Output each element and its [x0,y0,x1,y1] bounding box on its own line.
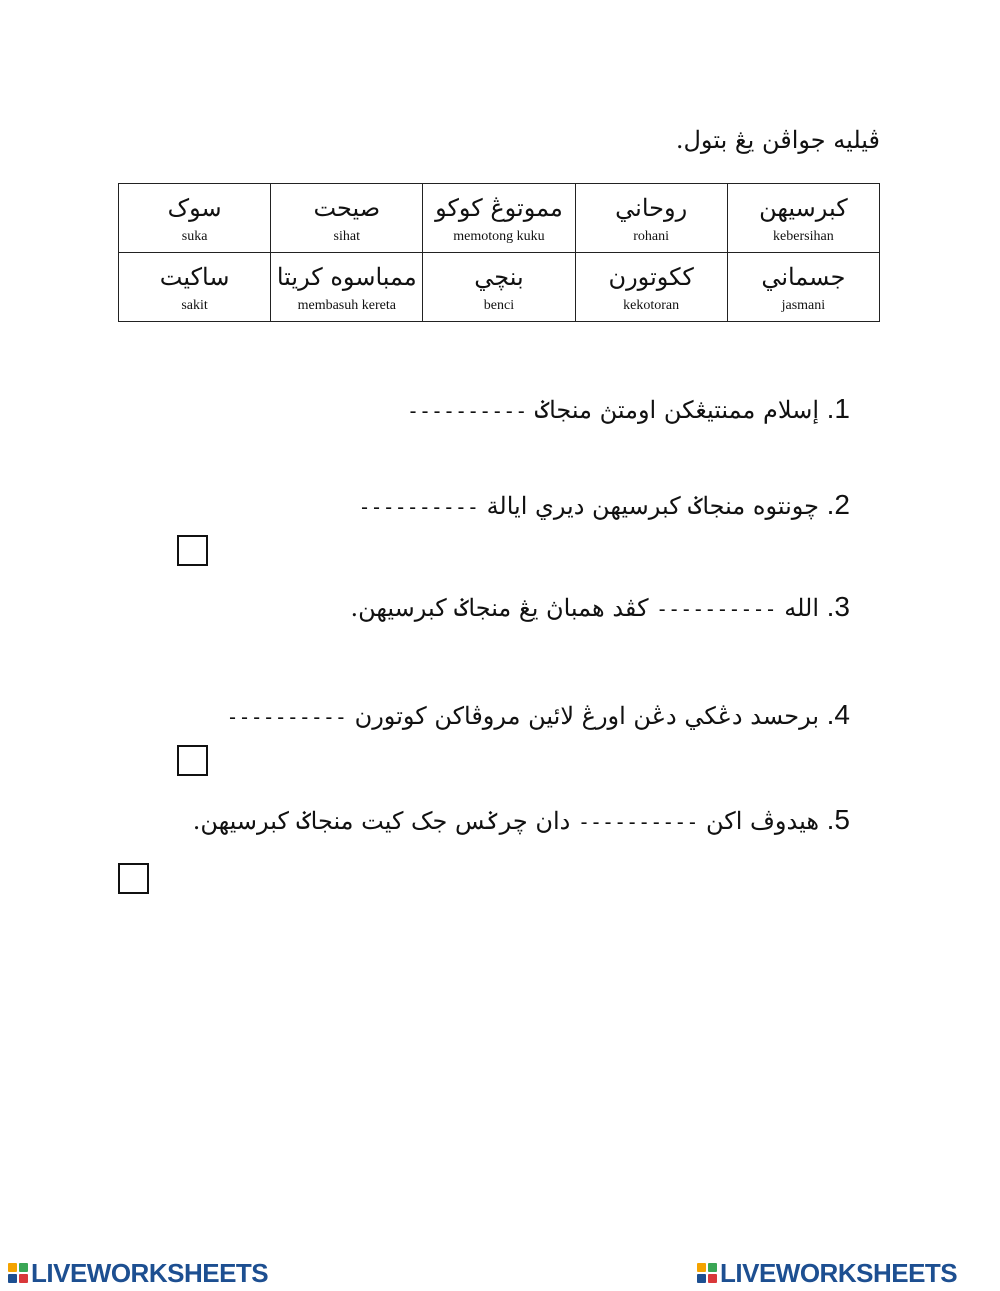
logo-text: LIVEWORKSHEETS [31,1257,269,1288]
word-cell [423,253,575,322]
word-cell [575,253,727,322]
question-4 [227,695,850,737]
answer-blank[interactable]: ---------- [577,810,699,834]
logo-square-icon [19,1274,28,1283]
liveworksheets-logo-left [8,1259,268,1287]
table-row [119,253,880,322]
answer-blank[interactable]: ---------- [656,597,777,621]
answer-drop-box[interactable] [177,745,208,776]
jawi-word: مموتوڠ کوکو [435,194,563,222]
question-number: 4. [826,699,850,730]
rumi-word: membasuh kereta [297,298,396,313]
word-cell [271,184,423,253]
rumi-word: memotong kuku [453,229,545,244]
logo-text: LIVEWORKSHEETS [720,1257,958,1288]
word-bank-table [118,183,880,322]
table-row [119,184,880,253]
jawi-word: بنچي [474,263,524,291]
question-2 [359,485,851,527]
question-text: چونتوه منجاݢ کبرسيهن ديري ايالة [486,492,819,520]
rumi-word: sihat [333,229,360,244]
question-number: 3. [826,591,850,622]
jawi-word: سوک [167,194,222,222]
jawi-word: کبرسيهن [759,194,848,222]
instruction-text: ڤيليه جواڤن يڠ بتول. [675,126,880,154]
word-cell [271,253,423,322]
rumi-word: rohani [633,229,670,244]
question-text-end: دان چرݢس جک کيت منجاݢ کبرسيهن. [192,807,571,835]
question-3 [350,587,850,629]
logo-mark-icon [8,1263,28,1283]
logo-square-icon [708,1274,717,1283]
word-cell [727,184,879,253]
question-number: 2. [826,489,850,520]
word-cell [423,184,575,253]
logo-square-icon [8,1274,17,1283]
jawi-word: ساکيت [159,263,230,291]
answer-drop-box[interactable] [118,863,149,894]
rumi-word: kekotoran [623,298,680,313]
question-text-end: کڤد همباڽ يڠ منجاݢ کبرسيهن. [350,594,649,622]
question-text: الله [784,594,819,622]
liveworksheets-logo-right [697,1259,957,1287]
jawi-word: صيحت [313,194,381,222]
rumi-word: benci [483,298,515,313]
question-text: هيدوڤ اکن [706,807,819,835]
logo-square-icon [697,1263,706,1272]
logo-square-icon [697,1274,706,1283]
jawi-word: ککوتورن [608,263,694,291]
word-cell [727,253,879,322]
word-cell [575,184,727,253]
question-5 [193,800,850,842]
logo-square-icon [8,1263,17,1272]
question-text: إسلام ممنتيڠکن اومتڽ منجاݢ [535,396,819,424]
word-cell [119,253,271,322]
rumi-word: sakit [181,298,208,313]
answer-blank[interactable]: ---------- [358,495,479,519]
jawi-word: روحاني [615,194,688,222]
logo-square-icon [19,1263,28,1272]
rumi-word: jasmani [781,298,826,313]
answer-drop-box[interactable] [177,535,208,566]
logo-mark-icon [697,1263,717,1283]
question-number: 1. [826,393,850,424]
answer-blank[interactable]: ---------- [226,705,347,729]
jawi-word: ممباسوه کريتا [276,263,417,291]
question-number: 5. [826,804,850,835]
rumi-word: suka [181,229,208,244]
logo-square-icon [708,1263,717,1272]
jawi-word: جسماني [761,263,846,291]
rumi-word: kebersihan [773,229,834,244]
word-cell [119,184,271,253]
question-1 [407,389,850,431]
answer-blank[interactable]: ---------- [406,399,528,423]
question-text: برحسد دڠکي دڠن اورڠ لائين مروڤاکن کوتورن [354,702,819,730]
